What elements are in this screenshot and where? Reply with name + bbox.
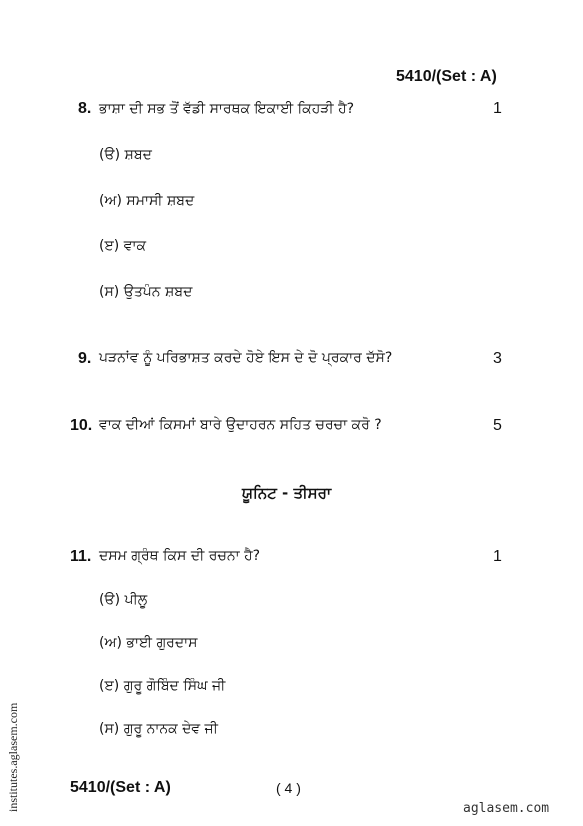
question-11-option-b: (ਅ) ਭਾਈ ਗੁਰਦਾਸ bbox=[99, 635, 198, 651]
question-8-text: ਭਾਸ਼ਾ ਦੀ ਸਭ ਤੋਂ ਵੱਡੀ ਸਾਰਥਕ ਇਕਾਈ ਕਿਹੜੀ ਹੈ? bbox=[99, 101, 355, 117]
question-10-marks: 5 bbox=[493, 417, 502, 434]
question-9-number: 9. bbox=[78, 350, 92, 367]
question-9-marks: 3 bbox=[493, 350, 502, 367]
question-11-option-d: (ਸ) ਗੁਰੂ ਨਾਨਕ ਦੇਵ ਜੀ bbox=[99, 721, 218, 737]
question-9-text: ਪੜਨਾਂਵ ਨੂੰ ਪਰਿਭਾਸ਼ਤ ਕਰਦੇ ਹੋਏ ਇਸ ਦੇ ਦੋ ਪ੍ਰਕਾਰ ਦੱਸੋ? bbox=[99, 350, 393, 366]
question-11-number: 11. bbox=[70, 548, 92, 565]
unit-heading: ਯੂਨਿਟ - ਤੀਸਰਾ bbox=[242, 484, 332, 502]
question-8-number: 8. bbox=[78, 100, 92, 117]
question-8-option-b: (ਅ) ਸਮਾਸੀ ਸ਼ਬਦ bbox=[99, 193, 195, 209]
header-paper-code: 5410/(Set : A) bbox=[396, 68, 497, 85]
question-11-marks: 1 bbox=[493, 548, 502, 565]
page-number: ( 4 ) bbox=[276, 780, 301, 796]
question-11-text: ਦਸਮ ਗ੍ਰੰਥ ਕਿਸ ਦੀ ਰਚਨਾ ਹੈ? bbox=[99, 548, 261, 564]
question-8-option-d: (ਸ) ਉਤਪੰਨ ਸ਼ਬਦ bbox=[99, 284, 193, 300]
question-8-option-a: (ੳ) ਸ਼ਬਦ bbox=[99, 147, 152, 163]
question-11-option-c: (ੲ) ਗੁਰੂ ਗੋਬਿੰਦ ਸਿੰਘ ਜੀ bbox=[99, 678, 226, 694]
question-11-option-a: (ੳ) ਪੀਲੂ bbox=[99, 592, 148, 608]
brand-footer: aglasem.com bbox=[463, 801, 550, 816]
side-watermark: institutes.aglasem.com bbox=[6, 702, 20, 812]
question-8-option-c: (ੲ) ਵਾਕ bbox=[99, 238, 147, 254]
question-10-text: ਵਾਕ ਦੀਆਂ ਕਿਸਮਾਂ ਬਾਰੇ ਉਦਾਹਰਨ ਸਹਿਤ ਚਰਚਾ ਕਰੋ ? bbox=[99, 417, 382, 433]
footer-paper-code: 5410/(Set : A) bbox=[70, 779, 171, 796]
question-10-number: 10. bbox=[70, 417, 93, 434]
question-8-marks: 1 bbox=[493, 100, 502, 117]
